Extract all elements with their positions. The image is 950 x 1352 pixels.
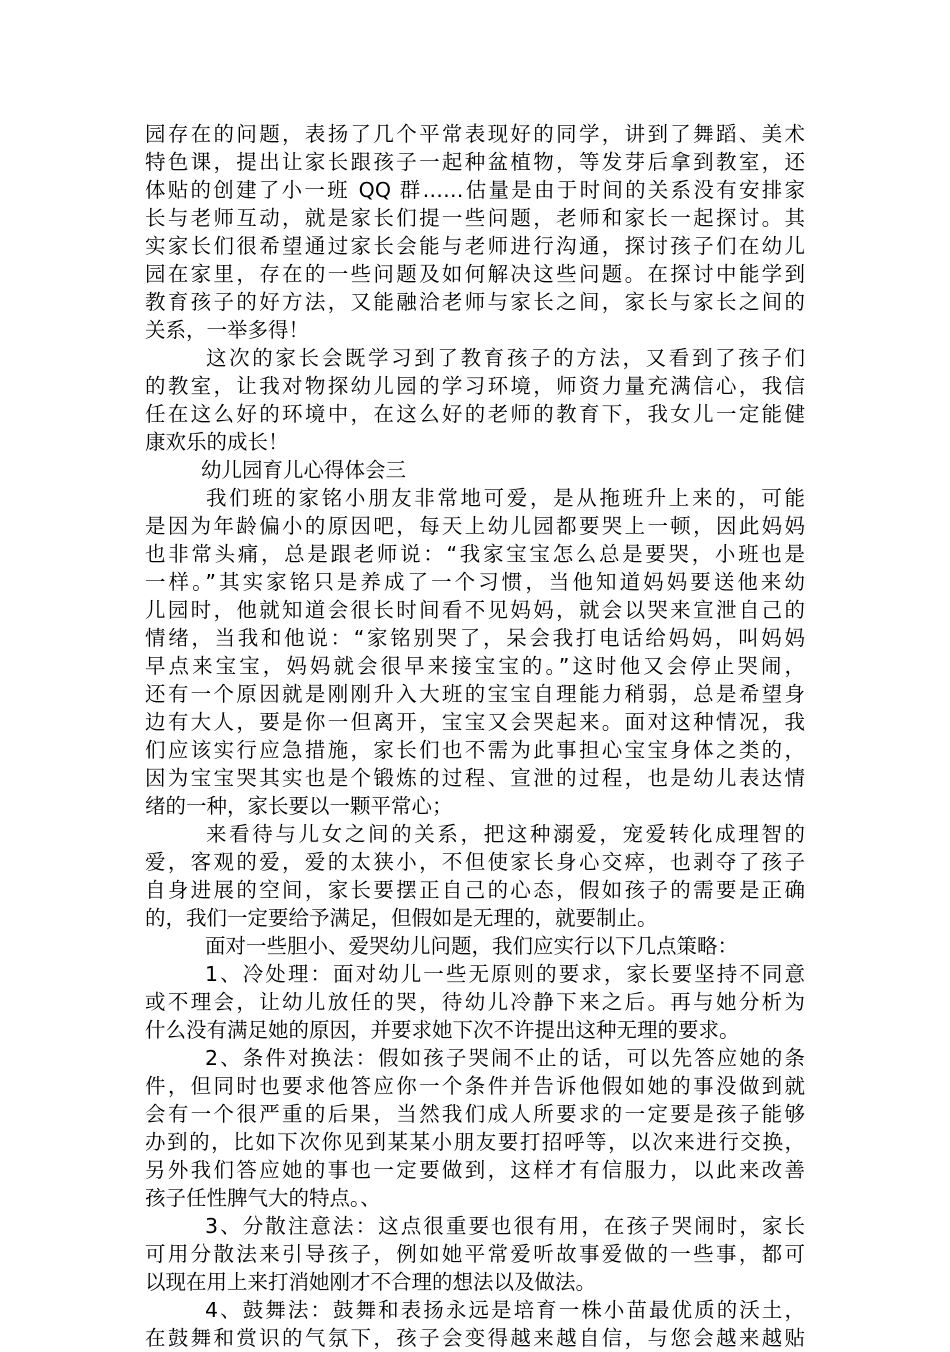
text-line: 体贴的创建了小一班 QQ 群……估量是由于时间的关系没有安排家 xyxy=(145,178,805,202)
text-line: 特色课，提出让家长跟孩子一起种盆植物，等发芽后拿到教室，还 xyxy=(145,150,805,174)
text-line: 也非常头痛，总是跟老师说：“我家宝宝怎么总是要哭，小班也是 xyxy=(145,542,805,566)
text-line: 一样。”其实家铭只是养成了一个习惯，当他知道妈妈要送他来幼 xyxy=(145,570,805,594)
paragraph-start-line: 面对一些胆小、爱哭幼儿问题，我们应实行以下几点策略： xyxy=(205,934,738,958)
text-line: 是因为年龄偏小的原因吧，每天上幼儿园都要哭上一顿，因此妈妈 xyxy=(145,514,805,538)
text-line: 园在家里，存在的一些问题及如何解决这些问题。在探讨中能学到 xyxy=(145,262,805,286)
paragraph-start-line: 来看待与儿女之间的关系，把这种溺爱，宠爱转化成理智的 xyxy=(206,822,805,846)
text-line: 还有一个原因就是刚刚升入大班的宝宝自理能力稍弱，总是希望身 xyxy=(145,682,805,706)
list-item-4-line: 4、鼓舞法：鼓舞和表扬永远是培育一株小苗最优质的沃土， xyxy=(205,1298,805,1322)
text-line: 在鼓舞和赏识的气氛下，孩子会变得越来越自信，与您会越来越贴 xyxy=(145,1326,805,1350)
list-item-2-line: 2、条件对换法：假如孩子哭闹不止的话，可以先答应她的条 xyxy=(205,1046,805,1070)
document-body xyxy=(145,120,805,1352)
text-line: 办到的，比如下次你见到某某小朋友要打招呼等，以次来进行交换， xyxy=(145,1130,805,1154)
text-line: 园存在的问题，表扬了几个平常表现好的同学，讲到了舞蹈、美术 xyxy=(145,122,805,146)
text-line: 康欢乐的成长！ xyxy=(145,430,289,454)
text-line: 另外我们答应她的事也一定要做到，这样才有信服力，以此来改善 xyxy=(145,1158,805,1182)
list-item-3-line: 3、分散注意法：这点很重要也很有用，在孩子哭闹时，家长 xyxy=(205,1214,805,1238)
text-line: 因为宝宝哭其实也是个锻炼的过程、宣泄的过程，也是幼儿表达情 xyxy=(145,766,805,790)
text-line: 教育孩子的好方法，又能融洽老师与家长之间，家长与家长之间的 xyxy=(145,290,805,314)
text-line: 边有大人，要是你一但离开，宝宝又会哭起来。面对这种情况，我 xyxy=(145,710,805,734)
text-line: 任在这么好的环境中，在这么好的老师的教育下，我女儿一定能健 xyxy=(145,402,805,426)
text-line: 爱，客观的爱，爱的太狭小，不但使家长身心交瘁，也剥夺了孩子 xyxy=(145,850,805,874)
text-line: 实家长们很希望通过家长会能与老师进行沟通，探讨孩子们在幼儿 xyxy=(145,234,805,258)
text-line: 什么没有满足她的原因，并要求她下次不许提出这种无理的要求。 xyxy=(145,1018,740,1042)
paragraph-start-line: 这次的家长会既学习到了教育孩子的方法，又看到了孩子们 xyxy=(206,346,805,370)
list-item-1-line: 1、冷处理：面对幼儿一些无原则的要求，家长要坚持不同意 xyxy=(205,962,805,986)
text-line: 关系，一举多得！ xyxy=(145,318,309,342)
text-line: 孩子任性脾气大的特点。、 xyxy=(145,1186,381,1210)
text-line: 们应该实行应急措施，家长们也不需为此事担心宝宝身体之类的， xyxy=(145,738,805,762)
text-line: 的教室，让我对物探幼儿园的学习环境，师资力量充满信心，我信 xyxy=(145,374,805,398)
text-line: 自身进展的空间，家长要摆正自己的心态，假如孩子的需要是正确 xyxy=(145,878,805,902)
paragraph-start-line: 我们班的家铭小朋友非常地可爱，是从拖班升上来的，可能 xyxy=(206,486,805,510)
text-line: 件，但同时也要求他答应你一个条件并告诉他假如她的事没做到就 xyxy=(145,1074,805,1098)
section-heading: 幼儿园育儿心得体会三 xyxy=(201,458,406,482)
text-line: 会有一个很严重的后果，当然我们成人所要求的一定要是孩子能够 xyxy=(145,1102,805,1126)
text-line: 以现在用上来打消她刚才不合理的想法以及做法。 xyxy=(145,1270,596,1294)
text-line: 或不理会，让幼儿放任的哭，待幼儿冷静下来之后。再与她分析为 xyxy=(145,990,805,1014)
text-line: 的，我们一定要给予满足，但假如是无理的，就要制止。 xyxy=(145,906,658,930)
text-line: 可用分散法来引导孩子，例如她平常爱听故事爱做的一些事，都可 xyxy=(145,1242,805,1266)
text-line: 长与老师互动，就是家长们提一些问题，老师和家长一起探讨。其 xyxy=(145,206,805,230)
text-line: 早点来宝宝，妈妈就会很早来接宝宝的。”这时他又会停止哭闹， xyxy=(145,654,805,678)
text-line: 情绪，当我和他说：“家铭别哭了，呆会我打电话给妈妈，叫妈妈 xyxy=(145,626,805,650)
text-line: 儿园时，他就知道会很长时间看不见妈妈，就会以哭来宣泄自己的 xyxy=(145,598,805,622)
text-line: 绪的一种，家长要以一颗平常心； xyxy=(145,794,453,818)
